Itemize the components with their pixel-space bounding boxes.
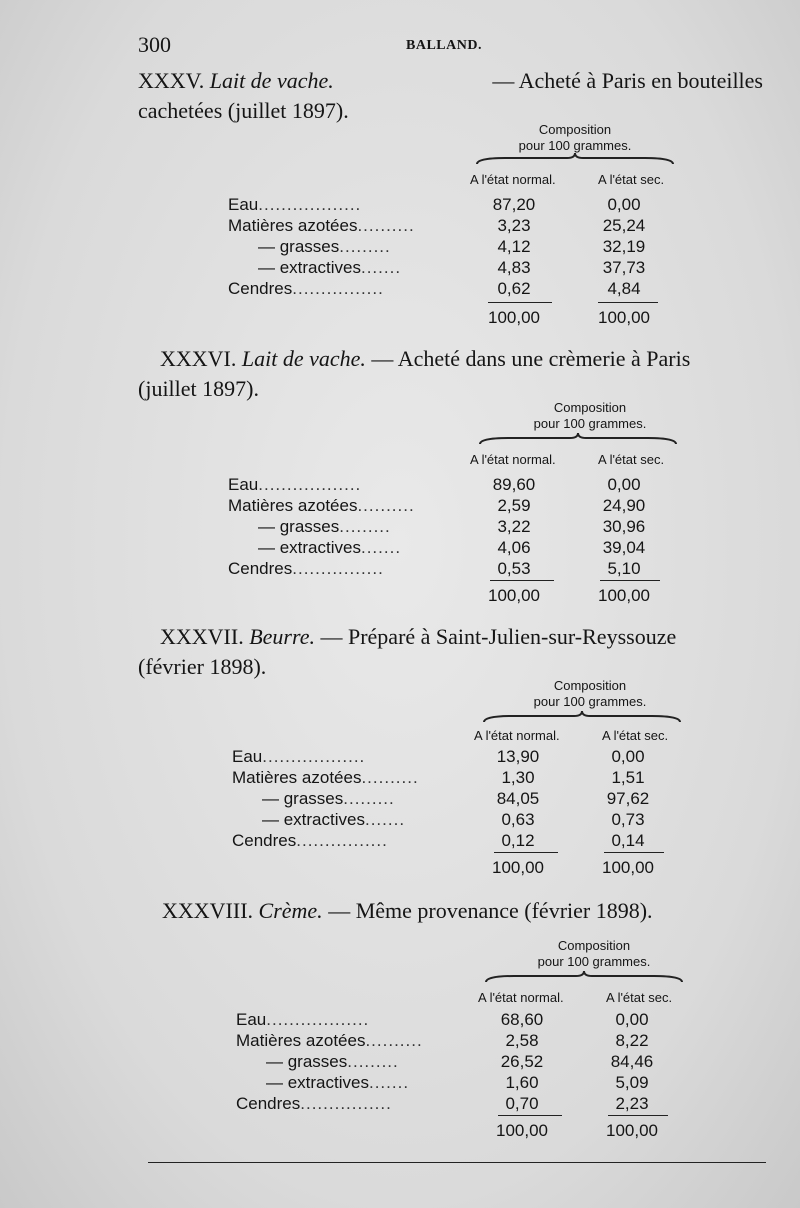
section-product: Beurre. (249, 624, 315, 649)
total-row: 100,00 100,00 (492, 858, 654, 877)
section-numeral: XXXV. (138, 68, 205, 93)
table-row: — grasses......... 3,22 30,96 (258, 517, 646, 536)
section-description-cont: (février 1898). (138, 654, 267, 679)
table-row: — grasses......... 4,12 32,19 (258, 237, 646, 256)
section-product: Crème. (258, 898, 323, 923)
column-header-normal: A l'état normal. (474, 728, 560, 743)
running-author: BALLAND. (406, 38, 482, 53)
sum-rule (490, 580, 554, 581)
section-numeral: XXXVIII. (162, 898, 254, 923)
sum-rule (498, 1115, 562, 1116)
brace-icon (475, 152, 675, 164)
table-row: — grasses......... 26,52 84,46 (266, 1052, 654, 1071)
sum-rule (598, 302, 658, 303)
section-heading-xxxv (138, 66, 763, 126)
table-row: Matières azotées.......... 2,58 8,22 (236, 1031, 649, 1050)
table-row: Cendres................ 0,62 4,84 (228, 279, 641, 298)
composition-label: Composition pour 100 grammes. (533, 678, 647, 709)
table-row: Matières azotées.......... 2,59 24,90 (228, 496, 646, 515)
total-row: 100,00 100,00 (488, 308, 650, 327)
column-header-normal: A l'état normal. (470, 172, 556, 187)
section-heading-xxxviii (162, 896, 762, 926)
table-row: — grasses......... 84,05 97,62 (262, 789, 650, 808)
table-row: Matières azotées.......... 1,30 1,51 (232, 768, 645, 787)
page-number: 300 (138, 32, 171, 57)
sum-rule (488, 302, 552, 303)
total-row: 100,00 100,00 (488, 586, 650, 605)
brace-icon (478, 432, 678, 444)
section-heading-xxxvi (160, 344, 760, 374)
table-row: — extractives....... 1,60 5,09 (266, 1073, 649, 1092)
table-row: Eau.................. 68,60 0,00 (236, 1010, 649, 1029)
brace-icon (482, 710, 682, 722)
page-footer-rule (148, 1162, 766, 1163)
section-description-cont: (juillet 1897). (138, 376, 259, 401)
column-header-sec: A l'état sec. (598, 452, 665, 467)
section-description: — Acheté dans une crèmerie à Paris (371, 346, 691, 371)
table-row: — extractives....... 0,63 0,73 (262, 810, 645, 829)
section-description: — Acheté à Paris en bouteilles (492, 68, 763, 93)
running-header (138, 32, 760, 62)
table-row: Matières azotées.......... 3,23 25,24 (228, 216, 646, 235)
column-header-sec: A l'état sec. (602, 728, 669, 743)
sum-rule (600, 580, 660, 581)
table-row: Eau.................. 89,60 0,00 (228, 475, 641, 494)
section-product: Lait de vache. (241, 346, 366, 371)
column-header-normal: A l'état normal. (470, 452, 556, 467)
section-description: — Même provenance (février 1898). (328, 898, 653, 923)
sum-rule (608, 1115, 668, 1116)
section-numeral: XXXVII. (160, 624, 244, 649)
section-description-cont: cachetées (juillet 1897). (138, 98, 349, 123)
table-row: Eau.................. 87,20 0,00 (228, 195, 641, 214)
section-heading-xxxvii (160, 622, 760, 652)
column-header-sec: A l'état sec. (598, 172, 665, 187)
table-row: Cendres................ 0,53 5,10 (228, 559, 641, 578)
composition-label: Composition pour 100 grammes. (533, 400, 647, 431)
table-row: Cendres................ 0,70 2,23 (236, 1094, 649, 1113)
section-product: Lait de vache. (209, 68, 334, 93)
sum-rule (604, 852, 664, 853)
section-numeral: XXXVI. (160, 346, 237, 371)
table-row: — extractives....... 4,83 37,73 (258, 258, 646, 277)
table-row: Cendres................ 0,12 0,14 (232, 831, 645, 850)
column-header-sec: A l'état sec. (606, 990, 673, 1005)
table-row: — extractives....... 4,06 39,04 (258, 538, 646, 557)
composition-label: Composition pour 100 grammes. (537, 938, 651, 969)
table-row: Eau.................. 13,90 0,00 (232, 747, 645, 766)
composition-label: Composition pour 100 grammes. (518, 122, 632, 153)
sum-rule (494, 852, 558, 853)
column-header-normal: A l'état normal. (478, 990, 564, 1005)
total-row: 100,00 100,00 (496, 1121, 658, 1140)
brace-icon (484, 970, 684, 982)
section-description: — Préparé à Saint-Julien-sur-Reyssouze (320, 624, 677, 649)
